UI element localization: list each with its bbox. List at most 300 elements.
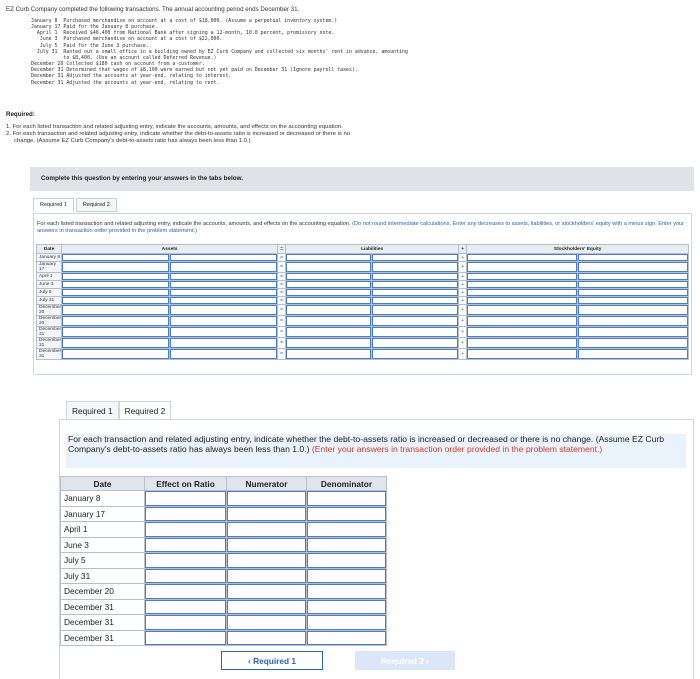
required-item-2: 2. For each transaction and related adjusting entry, indicate whether the debt-to-assets ratio is increased or decreased or there is no bbox=[6, 131, 351, 137]
equals-sign: = bbox=[278, 349, 286, 360]
assets-account-select[interactable] bbox=[62, 338, 170, 349]
plus-sign: + bbox=[459, 338, 467, 349]
input-box[interactable] bbox=[372, 327, 458, 337]
input-box[interactable] bbox=[227, 631, 306, 646]
equity-account-select[interactable] bbox=[467, 316, 578, 327]
denominator-select[interactable] bbox=[307, 506, 387, 522]
liabilities-amount-input[interactable] bbox=[372, 305, 459, 316]
row-date: December 31 bbox=[37, 349, 62, 360]
input-box[interactable] bbox=[62, 254, 169, 261]
plus-sign: + bbox=[459, 254, 467, 262]
equity-amount-input[interactable] bbox=[578, 327, 689, 338]
transaction-line: June 3 Purchased merchandise on account at a cost of $22,000. bbox=[31, 36, 223, 43]
equity-account-select[interactable] bbox=[467, 281, 578, 289]
complete-instruction-bar: Complete this question by entering your answers in the tabs below. bbox=[30, 167, 694, 191]
numerator-select[interactable] bbox=[227, 491, 307, 507]
input-box[interactable] bbox=[372, 297, 458, 304]
liabilities-amount-input[interactable] bbox=[372, 273, 459, 281]
assets-amount-input[interactable] bbox=[170, 289, 278, 297]
input-box[interactable] bbox=[307, 522, 386, 537]
input-box[interactable] bbox=[227, 507, 306, 522]
equity-account-select[interactable] bbox=[467, 327, 578, 338]
liabilities-amount-input[interactable] bbox=[372, 289, 459, 297]
input-box[interactable] bbox=[372, 289, 458, 296]
plus-sign: + bbox=[459, 349, 467, 360]
problem-intro: EZ Curb Company completed the following transactions. The annual accounting period ends December 31. bbox=[6, 6, 300, 13]
table-row bbox=[37, 254, 689, 262]
numerator-select[interactable] bbox=[227, 599, 307, 615]
equity-amount-input[interactable] bbox=[578, 281, 689, 289]
assets-account-select[interactable] bbox=[62, 327, 170, 338]
prev-required-1-button[interactable]: ‹ Required 1 bbox=[221, 651, 323, 670]
numerator-select[interactable] bbox=[227, 568, 307, 584]
input-box[interactable] bbox=[467, 338, 577, 348]
equity-amount-input[interactable] bbox=[578, 338, 689, 349]
col-equity: Stockholders' Equity bbox=[467, 245, 689, 254]
required-heading: Required: bbox=[6, 111, 35, 118]
input-box[interactable] bbox=[372, 254, 458, 261]
required-1-instructions bbox=[37, 221, 691, 235]
input-box[interactable] bbox=[170, 254, 277, 261]
tab-required-1-top[interactable]: Required 1 bbox=[33, 198, 74, 212]
liabilities-amount-input[interactable] bbox=[372, 349, 459, 360]
input-box[interactable] bbox=[467, 305, 577, 315]
input-box[interactable] bbox=[62, 297, 169, 304]
equals-sign: = bbox=[278, 289, 286, 297]
input-box[interactable] bbox=[286, 262, 371, 272]
effect-on-ratio-select[interactable] bbox=[145, 615, 227, 631]
liabilities-account-select[interactable] bbox=[286, 281, 372, 289]
liabilities-account-select[interactable] bbox=[286, 349, 372, 360]
input-box[interactable] bbox=[145, 507, 226, 522]
assets-amount-input[interactable] bbox=[170, 262, 278, 273]
row-date: July 5 bbox=[61, 553, 145, 569]
input-box[interactable] bbox=[307, 507, 386, 522]
effect-on-ratio-select[interactable] bbox=[145, 506, 227, 522]
transaction-line: to $8,400. (Use an account called Deferred Revenue.) bbox=[31, 54, 217, 61]
input-box[interactable] bbox=[578, 273, 688, 280]
input-box[interactable] bbox=[307, 569, 386, 584]
liabilities-account-select[interactable] bbox=[286, 316, 372, 327]
liabilities-account-select[interactable] bbox=[286, 305, 372, 316]
liabilities-amount-input[interactable] bbox=[372, 316, 459, 327]
assets-amount-input[interactable] bbox=[170, 338, 278, 349]
transaction-line: April 1 Received $46,400 from National Bank after signing a 12-month, 10.0 percent, promissory note. bbox=[31, 30, 335, 37]
equals-sign: = bbox=[278, 305, 286, 316]
table-row bbox=[37, 262, 689, 273]
equals-sign: = bbox=[278, 297, 286, 305]
input-box[interactable] bbox=[227, 615, 306, 630]
transaction-line: December 31 Adjusted the accounts at year-end, relating to rent. bbox=[31, 79, 220, 86]
input-box[interactable] bbox=[286, 327, 371, 337]
assets-account-select[interactable] bbox=[62, 273, 170, 281]
liabilities-account-select[interactable] bbox=[286, 338, 372, 349]
next-required-2-button[interactable]: Required 2 › bbox=[355, 651, 455, 670]
row-date: December 31 bbox=[61, 630, 145, 646]
input-box[interactable] bbox=[467, 262, 577, 272]
plus-sign: + bbox=[459, 281, 467, 289]
input-box[interactable] bbox=[227, 491, 306, 506]
equity-amount-input[interactable] bbox=[578, 305, 689, 316]
input-box[interactable] bbox=[170, 289, 277, 296]
input-box[interactable] bbox=[307, 553, 386, 568]
input-box[interactable] bbox=[227, 584, 306, 599]
numerator-select[interactable] bbox=[227, 615, 307, 631]
effect-on-ratio-select[interactable] bbox=[145, 491, 227, 507]
assets-amount-input[interactable] bbox=[170, 316, 278, 327]
col-date: Date bbox=[37, 245, 62, 254]
transaction-line: December 20 Collected $180 cash on account from a customer. bbox=[31, 61, 205, 68]
liabilities-amount-input[interactable] bbox=[372, 338, 459, 349]
input-box[interactable] bbox=[227, 569, 306, 584]
transaction-line: January 8 Purchased merchandise on account at a cost of $18,000. (Assume a perpetual inventory system.) bbox=[31, 18, 338, 24]
table-row bbox=[37, 305, 689, 316]
input-box[interactable] bbox=[227, 538, 306, 553]
input-box[interactable] bbox=[62, 262, 169, 272]
assets-account-select[interactable] bbox=[62, 281, 170, 289]
input-box[interactable] bbox=[286, 338, 371, 348]
required-list bbox=[6, 124, 350, 145]
row-date: December 31 bbox=[61, 615, 145, 631]
required-item-2-cont: change. (Assume EZ Curb Company's debt-to-assets ratio has always been less than 1.0.) bbox=[14, 138, 251, 144]
effect-on-ratio-select[interactable] bbox=[145, 568, 227, 584]
input-box[interactable] bbox=[227, 553, 306, 568]
input-box[interactable] bbox=[467, 254, 577, 261]
col-effect: Effect on Ratio bbox=[145, 477, 227, 491]
numerator-select[interactable] bbox=[227, 506, 307, 522]
table-row bbox=[37, 327, 689, 338]
table-row bbox=[37, 349, 689, 360]
assets-account-select[interactable] bbox=[62, 349, 170, 360]
input-box[interactable] bbox=[286, 289, 371, 296]
assets-account-select[interactable] bbox=[62, 316, 170, 327]
numerator-select[interactable] bbox=[227, 630, 307, 646]
input-box[interactable] bbox=[286, 316, 371, 326]
table-row bbox=[37, 338, 689, 349]
effect-on-ratio-select[interactable] bbox=[145, 537, 227, 553]
input-box[interactable] bbox=[170, 316, 277, 326]
required-item-1: 1. For each listed transaction and related adjusting entry, indicate the accounts, amounts, and effects on the accounting equation. bbox=[6, 124, 343, 130]
input-box[interactable] bbox=[170, 297, 277, 304]
liabilities-amount-input[interactable] bbox=[372, 297, 459, 305]
input-box[interactable] bbox=[467, 289, 577, 296]
input-box[interactable] bbox=[372, 338, 458, 348]
transaction-line: December 31 Determined that wages of $8,100 were earned but not yet paid on December 31 (Ignore payroll taxes). bbox=[31, 67, 358, 74]
assets-amount-input[interactable] bbox=[170, 297, 278, 305]
liabilities-amount-input[interactable] bbox=[372, 262, 459, 273]
input-box[interactable] bbox=[372, 262, 458, 272]
numerator-select[interactable] bbox=[227, 553, 307, 569]
equity-amount-input[interactable] bbox=[578, 262, 689, 273]
table-row bbox=[37, 297, 689, 305]
numerator-select[interactable] bbox=[227, 584, 307, 600]
table-row bbox=[61, 553, 387, 569]
equity-amount-input[interactable] bbox=[578, 297, 689, 305]
numerator-select[interactable] bbox=[227, 522, 307, 538]
liabilities-account-select[interactable] bbox=[286, 254, 372, 262]
input-box[interactable] bbox=[145, 491, 226, 506]
input-box[interactable] bbox=[62, 349, 169, 359]
plus-sign: + bbox=[459, 316, 467, 327]
input-box[interactable] bbox=[578, 297, 688, 304]
input-box[interactable] bbox=[307, 631, 386, 646]
equity-amount-input[interactable] bbox=[578, 254, 689, 262]
equals-sign: = bbox=[278, 316, 286, 327]
input-box[interactable] bbox=[170, 327, 277, 337]
input-box[interactable] bbox=[170, 262, 277, 272]
equity-account-select[interactable] bbox=[467, 338, 578, 349]
input-box[interactable] bbox=[578, 305, 688, 315]
table-row bbox=[61, 615, 387, 631]
liabilities-amount-input[interactable] bbox=[372, 281, 459, 289]
input-box[interactable] bbox=[372, 349, 458, 359]
input-box[interactable] bbox=[372, 305, 458, 315]
plus-sign: + bbox=[459, 289, 467, 297]
input-box[interactable] bbox=[62, 273, 169, 280]
liabilities-account-select[interactable] bbox=[286, 273, 372, 281]
table-row bbox=[61, 599, 387, 615]
instr2-note: (Enter your answers in transaction order provided in the problem statement.) bbox=[311, 444, 603, 454]
input-box[interactable] bbox=[145, 615, 226, 630]
input-box[interactable] bbox=[372, 316, 458, 326]
liabilities-amount-input[interactable] bbox=[372, 254, 459, 262]
col-equals: = bbox=[278, 245, 286, 254]
input-box[interactable] bbox=[62, 305, 169, 315]
row-date: April 1 bbox=[61, 522, 145, 538]
col-numerator: Numerator bbox=[227, 477, 307, 491]
table-row bbox=[61, 584, 387, 600]
transaction-line: July 5 Paid for the June 3 purchase. bbox=[31, 42, 149, 49]
input-box[interactable] bbox=[372, 273, 458, 280]
input-box[interactable] bbox=[578, 349, 688, 359]
row-date: June 3 bbox=[61, 537, 145, 553]
input-box[interactable] bbox=[307, 584, 386, 599]
input-box[interactable] bbox=[286, 281, 371, 288]
input-box[interactable] bbox=[145, 522, 226, 537]
input-box[interactable] bbox=[145, 538, 226, 553]
input-box[interactable] bbox=[578, 254, 688, 261]
row-date: June 3 bbox=[37, 281, 62, 289]
liabilities-amount-input[interactable] bbox=[372, 327, 459, 338]
liabilities-account-select[interactable] bbox=[286, 262, 372, 273]
col-plus: + bbox=[459, 245, 467, 254]
denominator-select[interactable] bbox=[307, 491, 387, 507]
col-assets: Assets bbox=[62, 245, 278, 254]
transaction-line: January 17 Paid for the January 8 purchase. bbox=[31, 24, 158, 31]
instr1-text: For each listed transaction and related adjusting entry, indicate the accounts, amounts, and effects on the accounting equation. bbox=[37, 221, 351, 227]
input-box[interactable] bbox=[372, 281, 458, 288]
assets-amount-input[interactable] bbox=[170, 349, 278, 360]
liabilities-account-select[interactable] bbox=[286, 289, 372, 297]
assets-account-select[interactable] bbox=[62, 297, 170, 305]
input-box[interactable] bbox=[170, 305, 277, 315]
input-box[interactable] bbox=[467, 281, 577, 288]
numerator-select[interactable] bbox=[227, 537, 307, 553]
equals-sign: = bbox=[278, 327, 286, 338]
table-row bbox=[37, 273, 689, 281]
row-date: December 31 bbox=[37, 338, 62, 349]
input-box[interactable] bbox=[62, 289, 169, 296]
row-date: January 8 bbox=[61, 491, 145, 507]
input-box[interactable] bbox=[62, 327, 169, 337]
input-box[interactable] bbox=[227, 522, 306, 537]
denominator-select[interactable] bbox=[307, 568, 387, 584]
input-box[interactable] bbox=[145, 553, 226, 568]
input-box[interactable] bbox=[467, 297, 577, 304]
input-box[interactable] bbox=[286, 305, 371, 315]
assets-account-select[interactable] bbox=[62, 305, 170, 316]
input-box[interactable] bbox=[467, 327, 577, 337]
denominator-select[interactable] bbox=[307, 522, 387, 538]
tab-required-2[interactable]: Required 2 bbox=[119, 401, 172, 420]
transaction-line: December 31 Adjusted the accounts at year-end, relating to interest. bbox=[31, 73, 232, 80]
input-box[interactable] bbox=[307, 491, 386, 506]
table-row bbox=[37, 289, 689, 297]
equity-amount-input[interactable] bbox=[578, 349, 689, 360]
row-date: December 20 bbox=[61, 584, 145, 600]
input-box[interactable] bbox=[227, 600, 306, 615]
denominator-select[interactable] bbox=[307, 584, 387, 600]
denominator-select[interactable] bbox=[307, 599, 387, 615]
input-box[interactable] bbox=[578, 281, 688, 288]
equity-account-select[interactable] bbox=[467, 349, 578, 360]
equity-account-select[interactable] bbox=[467, 305, 578, 316]
tab-required-2-top[interactable]: Required 2 bbox=[76, 198, 117, 212]
equity-account-select[interactable] bbox=[467, 254, 578, 262]
table-row bbox=[61, 630, 387, 646]
input-box[interactable] bbox=[170, 281, 277, 288]
plus-sign: + bbox=[459, 327, 467, 338]
input-box[interactable] bbox=[578, 262, 688, 272]
required-2-instructions bbox=[66, 434, 686, 468]
equity-amount-input[interactable] bbox=[578, 273, 689, 281]
row-date: December 20 bbox=[37, 316, 62, 327]
row-date: December 31 bbox=[61, 599, 145, 615]
assets-amount-input[interactable] bbox=[170, 327, 278, 338]
table-row bbox=[37, 316, 689, 327]
assets-amount-input[interactable] bbox=[170, 273, 278, 281]
input-box[interactable] bbox=[578, 289, 688, 296]
table-row bbox=[61, 506, 387, 522]
input-box[interactable] bbox=[62, 316, 169, 326]
col-denominator: Denominator bbox=[307, 477, 387, 491]
input-box[interactable] bbox=[170, 273, 277, 280]
input-box[interactable] bbox=[62, 281, 169, 288]
assets-account-select[interactable] bbox=[62, 289, 170, 297]
effect-on-ratio-select[interactable] bbox=[145, 599, 227, 615]
input-box[interactable] bbox=[467, 349, 577, 359]
assets-amount-input[interactable] bbox=[170, 281, 278, 289]
input-box[interactable] bbox=[286, 349, 371, 359]
row-date: December 20 bbox=[37, 305, 62, 316]
row-date: December 31 bbox=[37, 327, 62, 338]
transaction-list bbox=[31, 18, 408, 86]
input-box[interactable] bbox=[578, 327, 688, 337]
assets-account-select[interactable] bbox=[62, 262, 170, 273]
row-date: January 17 bbox=[37, 262, 62, 273]
table-row bbox=[61, 537, 387, 553]
table-row bbox=[61, 568, 387, 584]
input-box[interactable] bbox=[170, 349, 277, 359]
equity-account-select[interactable] bbox=[467, 297, 578, 305]
assets-account-select[interactable] bbox=[62, 254, 170, 262]
equals-sign: = bbox=[278, 281, 286, 289]
input-box[interactable] bbox=[145, 584, 226, 599]
denominator-select[interactable] bbox=[307, 615, 387, 631]
row-date: July 31 bbox=[37, 297, 62, 305]
row-date: July 31 bbox=[61, 568, 145, 584]
input-box[interactable] bbox=[307, 615, 386, 630]
input-box[interactable] bbox=[170, 338, 277, 348]
accounting-equation-table bbox=[36, 244, 689, 360]
denominator-select[interactable] bbox=[307, 630, 387, 646]
instr1-note: (Do not round intermediate calculations. Enter any decreases to assets, liabilities, or stockholders' equity with a minus sign. Enter your answers in transaction order provided in the problem statement.) bbox=[37, 221, 685, 234]
required-2-panel bbox=[59, 419, 694, 679]
col-ratio-date: Date bbox=[61, 477, 145, 491]
required-1-panel bbox=[33, 213, 692, 375]
denominator-select[interactable] bbox=[307, 537, 387, 553]
row-date: January 8 bbox=[37, 254, 62, 262]
equals-sign: = bbox=[278, 273, 286, 281]
input-box[interactable] bbox=[307, 600, 386, 615]
plus-sign: + bbox=[459, 273, 467, 281]
col-liabilities: Liabilities bbox=[286, 245, 459, 254]
effect-on-ratio-select[interactable] bbox=[145, 630, 227, 646]
table-row bbox=[61, 491, 387, 507]
plus-sign: + bbox=[459, 297, 467, 305]
input-box[interactable] bbox=[286, 254, 371, 261]
equity-amount-input[interactable] bbox=[578, 289, 689, 297]
equals-sign: = bbox=[278, 262, 286, 273]
instr2-text: For each transaction and related adjusting entry, indicate whether the debt-to-assets ratio is increased or decreased or there is no change. (Assume EZ Curb Company's debt-to-assets ratio has always been less than 1.0.) bbox=[68, 434, 664, 454]
equity-account-select[interactable] bbox=[467, 262, 578, 273]
row-date: April 1 bbox=[37, 273, 62, 281]
input-box[interactable] bbox=[145, 600, 226, 615]
debt-to-assets-table bbox=[60, 476, 387, 646]
input-box[interactable] bbox=[286, 273, 371, 280]
table-row bbox=[37, 281, 689, 289]
top-tab-bar bbox=[33, 198, 117, 212]
input-box[interactable] bbox=[578, 316, 688, 326]
equals-sign: = bbox=[278, 254, 286, 262]
effect-on-ratio-select[interactable] bbox=[145, 584, 227, 600]
equity-account-select[interactable] bbox=[467, 273, 578, 281]
input-box[interactable] bbox=[62, 338, 169, 348]
liabilities-account-select[interactable] bbox=[286, 327, 372, 338]
equals-sign: = bbox=[278, 338, 286, 349]
input-box[interactable] bbox=[578, 338, 688, 348]
denominator-select[interactable] bbox=[307, 553, 387, 569]
bottom-tab-bar bbox=[66, 401, 171, 420]
input-box[interactable] bbox=[145, 631, 226, 646]
input-box[interactable] bbox=[145, 569, 226, 584]
table-row bbox=[61, 522, 387, 538]
input-box[interactable] bbox=[467, 273, 577, 280]
tab-required-1[interactable]: Required 1 bbox=[66, 401, 119, 420]
equity-amount-input[interactable] bbox=[578, 316, 689, 327]
effect-on-ratio-select[interactable] bbox=[145, 553, 227, 569]
plus-sign: + bbox=[459, 262, 467, 273]
input-box[interactable] bbox=[286, 297, 371, 304]
liabilities-account-select[interactable] bbox=[286, 297, 372, 305]
effect-on-ratio-select[interactable] bbox=[145, 522, 227, 538]
input-box[interactable] bbox=[467, 316, 577, 326]
assets-amount-input[interactable] bbox=[170, 254, 278, 262]
assets-amount-input[interactable] bbox=[170, 305, 278, 316]
input-box[interactable] bbox=[307, 538, 386, 553]
row-date: July 5 bbox=[37, 289, 62, 297]
equity-account-select[interactable] bbox=[467, 289, 578, 297]
